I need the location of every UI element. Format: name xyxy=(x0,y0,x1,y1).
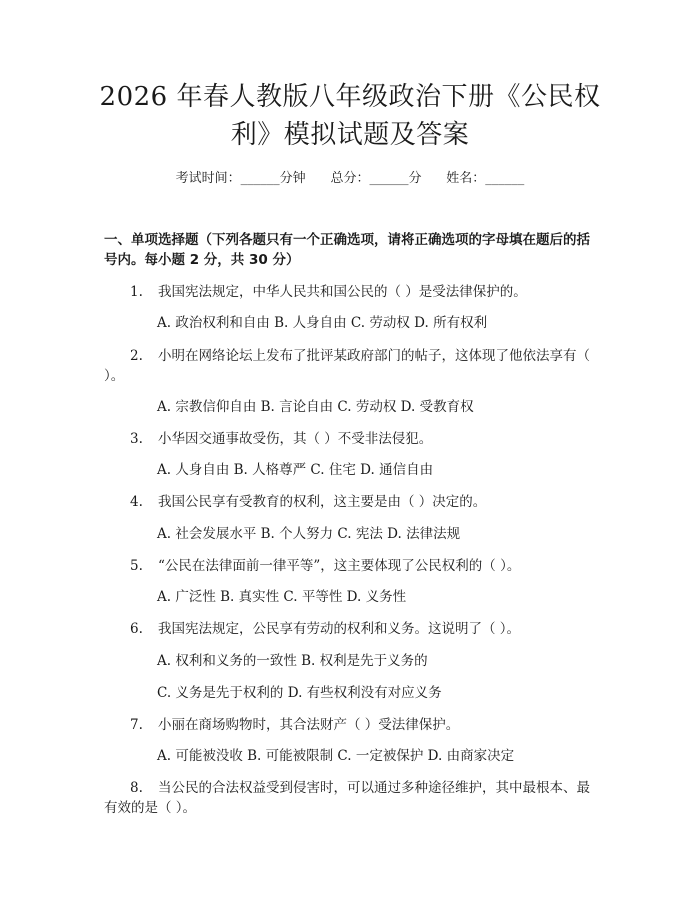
question-number: 8. xyxy=(130,780,143,796)
student-name-label: 姓名：______ xyxy=(446,171,525,186)
question-1-options: A. 政治权利和自由 B. 人身自由 C. 劳动权 D. 所有权利 xyxy=(157,315,488,331)
question-2 xyxy=(104,346,600,386)
question-3-options: A. 人身自由 B. 人格尊严 C. 住宅 D. 通信自由 xyxy=(157,462,434,478)
document-title xyxy=(90,78,610,154)
question-number: 7. xyxy=(130,717,143,733)
question-7-options: A. 可能被没收 B. 可能被限制 C. 一定被保护 D. 由商家决定 xyxy=(157,748,515,764)
exam-meta xyxy=(0,170,700,188)
question-1 xyxy=(104,282,600,302)
question-number: 4. xyxy=(130,494,143,510)
question-number: 6. xyxy=(130,621,143,637)
question-5 xyxy=(104,556,600,576)
question-7 xyxy=(104,715,600,735)
question-number: 1. xyxy=(130,284,143,300)
question-stem: 我国公民享有受教育的权利，这主要是由（ ）决定的。 xyxy=(158,494,487,510)
question-3 xyxy=(104,429,600,449)
question-4 xyxy=(104,492,600,512)
question-number: 2. xyxy=(130,348,143,364)
question-stem: 我国宪法规定，中华人民共和国公民的（ ）是受法律保护的。 xyxy=(158,284,527,300)
question-stem: “公民在法律面前一律平等”，这主要体现了公民权利的（ ）。 xyxy=(158,558,521,574)
question-number: 5. xyxy=(130,558,143,574)
title-line-1: 2026 年春人教版八年级政治下册《公民权 xyxy=(99,82,601,112)
question-2-options: A. 宗教信仰自由 B. 言论自由 C. 劳动权 D. 受教育权 xyxy=(157,399,474,415)
section-title: 一、单项选择题（下列各题只有一个正确选项，请将正确选项的字母填在题后的括号内。每小题 2 分，共 30 分） xyxy=(104,232,590,268)
question-6-options-line-2: C. 义务是先于权利的 D. 有些权利没有对应义务 xyxy=(157,685,442,701)
question-number: 3. xyxy=(130,431,143,447)
exam-time-label: 考试时间：______分钟 xyxy=(175,171,306,186)
question-5-options: A. 广泛性 B. 真实性 C. 平等性 D. 义务性 xyxy=(157,589,407,605)
question-stem: 当公民的合法权益受到侵害时，可以通过多种途径维护，其中最根本、最有效的是（ ）。 xyxy=(104,780,590,816)
question-stem: 小华因交通事故受伤，其（ ）不受非法侵犯。 xyxy=(158,431,433,447)
question-stem: 我国宪法规定，公民享有劳动的权利和义务。这说明了（ ）。 xyxy=(158,621,521,637)
question-8 xyxy=(104,778,600,818)
question-stem: 小明在网络论坛上发布了批评某政府部门的帖子，这体现了他依法享有（ ）。 xyxy=(104,348,590,384)
question-4-options: A. 社会发展水平 B. 个人努力 C. 宪法 D. 法律法规 xyxy=(157,526,461,542)
title-line-2: 利》模拟试题及答案 xyxy=(230,120,470,150)
question-6-options-line-1: A. 权利和义务的一致性 B. 权利是先于义务的 xyxy=(157,653,428,669)
question-stem: 小丽在商场购物时，其合法财产（ ）受法律保护。 xyxy=(158,717,460,733)
question-6 xyxy=(104,619,600,639)
total-score-label: 总分：______分 xyxy=(330,171,422,186)
